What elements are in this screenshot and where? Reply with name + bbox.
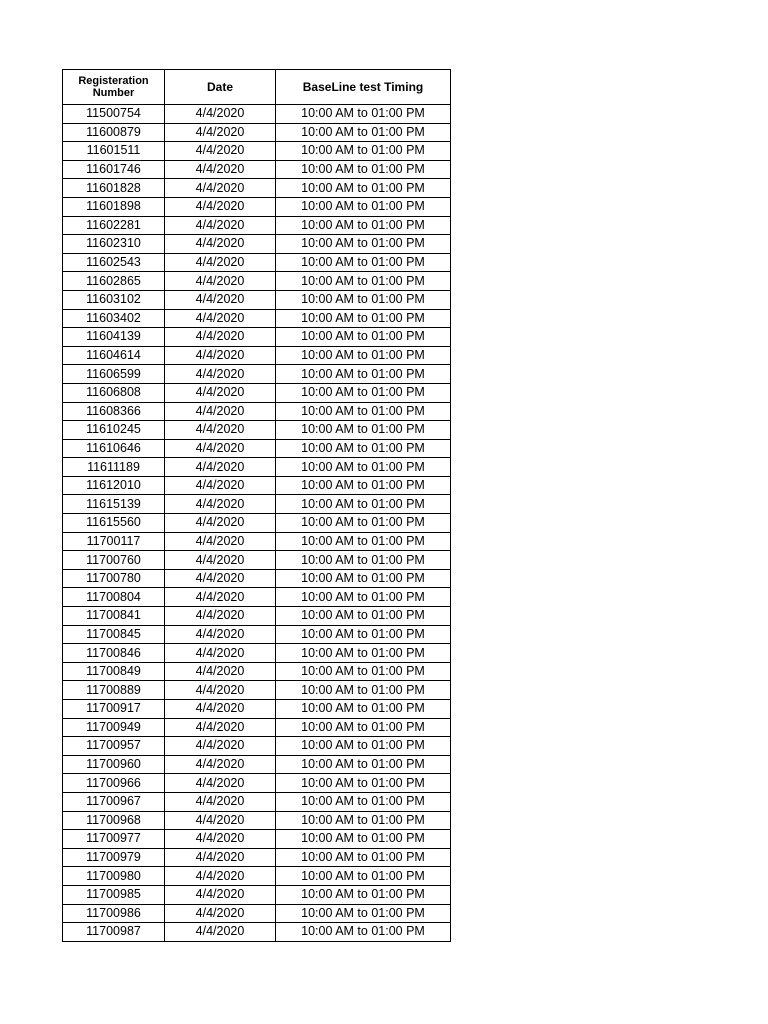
registration-number-cell: 11500754	[63, 105, 165, 124]
date-cell: 4/4/2020	[165, 551, 276, 570]
timing-cell: 10:00 AM to 01:00 PM	[276, 328, 451, 347]
timing-cell: 10:00 AM to 01:00 PM	[276, 123, 451, 142]
timing-cell: 10:00 AM to 01:00 PM	[276, 309, 451, 328]
table-row	[63, 216, 451, 235]
timing-cell: 10:00 AM to 01:00 PM	[276, 160, 451, 179]
registration-number-cell: 11602281	[63, 216, 165, 235]
date-cell: 4/4/2020	[165, 644, 276, 663]
timing-cell: 10:00 AM to 01:00 PM	[276, 625, 451, 644]
date-cell: 4/4/2020	[165, 867, 276, 886]
registration-number-cell: 11600879	[63, 123, 165, 142]
table-row	[63, 476, 451, 495]
date-cell: 4/4/2020	[165, 569, 276, 588]
timing-cell: 10:00 AM to 01:00 PM	[276, 365, 451, 384]
registration-number-cell: 11601511	[63, 142, 165, 161]
timing-cell: 10:00 AM to 01:00 PM	[276, 532, 451, 551]
date-cell: 4/4/2020	[165, 365, 276, 384]
table-row	[63, 867, 451, 886]
date-cell: 4/4/2020	[165, 476, 276, 495]
registration-number-cell: 11606599	[63, 365, 165, 384]
table-row	[63, 811, 451, 830]
table-row	[63, 123, 451, 142]
date-cell: 4/4/2020	[165, 402, 276, 421]
date-cell: 4/4/2020	[165, 383, 276, 402]
table-row	[63, 551, 451, 570]
timing-cell: 10:00 AM to 01:00 PM	[276, 402, 451, 421]
registration-number-cell: 11606808	[63, 383, 165, 402]
table-body	[63, 105, 451, 942]
registration-number-cell: 11700960	[63, 755, 165, 774]
date-cell: 4/4/2020	[165, 588, 276, 607]
registration-number-cell: 11700889	[63, 681, 165, 700]
timing-cell: 10:00 AM to 01:00 PM	[276, 439, 451, 458]
table-row	[63, 439, 451, 458]
timing-cell: 10:00 AM to 01:00 PM	[276, 216, 451, 235]
registration-number-cell: 11615139	[63, 495, 165, 514]
registration-number-cell: 11611189	[63, 458, 165, 477]
date-cell: 4/4/2020	[165, 309, 276, 328]
registration-number-cell: 11700117	[63, 532, 165, 551]
table-row	[63, 681, 451, 700]
table-row	[63, 383, 451, 402]
timing-cell: 10:00 AM to 01:00 PM	[276, 421, 451, 440]
timing-cell: 10:00 AM to 01:00 PM	[276, 272, 451, 291]
table-row	[63, 253, 451, 272]
date-cell: 4/4/2020	[165, 681, 276, 700]
registration-number-cell: 11601746	[63, 160, 165, 179]
date-cell: 4/4/2020	[165, 216, 276, 235]
table-row	[63, 607, 451, 626]
table-row	[63, 792, 451, 811]
header-registration-number: Registeration Number	[63, 70, 165, 105]
timing-cell: 10:00 AM to 01:00 PM	[276, 197, 451, 216]
timing-cell: 10:00 AM to 01:00 PM	[276, 923, 451, 942]
registration-number-cell: 11700845	[63, 625, 165, 644]
registration-number-cell: 11700949	[63, 718, 165, 737]
registration-number-cell: 11602310	[63, 235, 165, 254]
registration-number-cell: 11700760	[63, 551, 165, 570]
timing-cell: 10:00 AM to 01:00 PM	[276, 737, 451, 756]
table-row	[63, 848, 451, 867]
timing-cell: 10:00 AM to 01:00 PM	[276, 867, 451, 886]
schedule-table	[62, 69, 451, 942]
timing-cell: 10:00 AM to 01:00 PM	[276, 885, 451, 904]
date-cell: 4/4/2020	[165, 662, 276, 681]
table-row	[63, 421, 451, 440]
table-row	[63, 346, 451, 365]
date-cell: 4/4/2020	[165, 792, 276, 811]
timing-cell: 10:00 AM to 01:00 PM	[276, 830, 451, 849]
date-cell: 4/4/2020	[165, 105, 276, 124]
table-row	[63, 662, 451, 681]
table-row	[63, 569, 451, 588]
registration-number-cell: 11602865	[63, 272, 165, 291]
registration-number-cell: 11700979	[63, 848, 165, 867]
registration-number-cell: 11601898	[63, 197, 165, 216]
date-cell: 4/4/2020	[165, 253, 276, 272]
date-cell: 4/4/2020	[165, 142, 276, 161]
date-cell: 4/4/2020	[165, 625, 276, 644]
timing-cell: 10:00 AM to 01:00 PM	[276, 383, 451, 402]
date-cell: 4/4/2020	[165, 328, 276, 347]
date-cell: 4/4/2020	[165, 439, 276, 458]
table-row	[63, 402, 451, 421]
date-cell: 4/4/2020	[165, 421, 276, 440]
table-row	[63, 309, 451, 328]
registration-number-cell: 11700841	[63, 607, 165, 626]
date-cell: 4/4/2020	[165, 923, 276, 942]
timing-cell: 10:00 AM to 01:00 PM	[276, 848, 451, 867]
date-cell: 4/4/2020	[165, 514, 276, 533]
timing-cell: 10:00 AM to 01:00 PM	[276, 588, 451, 607]
table-row	[63, 495, 451, 514]
registration-number-cell: 11612010	[63, 476, 165, 495]
date-cell: 4/4/2020	[165, 904, 276, 923]
timing-cell: 10:00 AM to 01:00 PM	[276, 179, 451, 198]
table-row	[63, 718, 451, 737]
timing-cell: 10:00 AM to 01:00 PM	[276, 700, 451, 719]
table-row	[63, 737, 451, 756]
timing-cell: 10:00 AM to 01:00 PM	[276, 811, 451, 830]
header-row	[63, 70, 451, 105]
registration-number-cell: 11602543	[63, 253, 165, 272]
date-cell: 4/4/2020	[165, 458, 276, 477]
timing-cell: 10:00 AM to 01:00 PM	[276, 235, 451, 254]
date-cell: 4/4/2020	[165, 160, 276, 179]
timing-cell: 10:00 AM to 01:00 PM	[276, 718, 451, 737]
registration-number-cell: 11610245	[63, 421, 165, 440]
registration-number-cell: 11700957	[63, 737, 165, 756]
date-cell: 4/4/2020	[165, 774, 276, 793]
timing-cell: 10:00 AM to 01:00 PM	[276, 142, 451, 161]
table-row	[63, 105, 451, 124]
date-cell: 4/4/2020	[165, 848, 276, 867]
date-cell: 4/4/2020	[165, 235, 276, 254]
date-cell: 4/4/2020	[165, 755, 276, 774]
table-row	[63, 235, 451, 254]
timing-cell: 10:00 AM to 01:00 PM	[276, 458, 451, 477]
date-cell: 4/4/2020	[165, 885, 276, 904]
timing-cell: 10:00 AM to 01:00 PM	[276, 495, 451, 514]
table-row	[63, 290, 451, 309]
registration-number-cell: 11608366	[63, 402, 165, 421]
date-cell: 4/4/2020	[165, 197, 276, 216]
timing-cell: 10:00 AM to 01:00 PM	[276, 514, 451, 533]
timing-cell: 10:00 AM to 01:00 PM	[276, 253, 451, 272]
timing-cell: 10:00 AM to 01:00 PM	[276, 662, 451, 681]
date-cell: 4/4/2020	[165, 123, 276, 142]
registration-number-cell: 11700986	[63, 904, 165, 923]
table-row	[63, 142, 451, 161]
table-row	[63, 625, 451, 644]
registration-number-cell: 11603402	[63, 309, 165, 328]
date-cell: 4/4/2020	[165, 811, 276, 830]
registration-number-cell: 11601828	[63, 179, 165, 198]
registration-number-cell: 11700977	[63, 830, 165, 849]
date-cell: 4/4/2020	[165, 179, 276, 198]
timing-cell: 10:00 AM to 01:00 PM	[276, 346, 451, 365]
date-cell: 4/4/2020	[165, 718, 276, 737]
table-row	[63, 514, 451, 533]
date-cell: 4/4/2020	[165, 830, 276, 849]
header-baseline-test-timing: BaseLine test Timing	[276, 70, 451, 105]
table-row	[63, 755, 451, 774]
registration-number-cell: 11700804	[63, 588, 165, 607]
registration-number-cell: 11700849	[63, 662, 165, 681]
date-cell: 4/4/2020	[165, 700, 276, 719]
table-row	[63, 365, 451, 384]
registration-number-cell: 11700987	[63, 923, 165, 942]
timing-cell: 10:00 AM to 01:00 PM	[276, 105, 451, 124]
timing-cell: 10:00 AM to 01:00 PM	[276, 290, 451, 309]
table-row	[63, 644, 451, 663]
registration-number-cell: 11615560	[63, 514, 165, 533]
registration-number-cell: 11603102	[63, 290, 165, 309]
table-row	[63, 179, 451, 198]
timing-cell: 10:00 AM to 01:00 PM	[276, 607, 451, 626]
table-row	[63, 588, 451, 607]
table-row	[63, 160, 451, 179]
table-row	[63, 272, 451, 291]
table-row	[63, 328, 451, 347]
registration-number-cell: 11700980	[63, 867, 165, 886]
timing-cell: 10:00 AM to 01:00 PM	[276, 774, 451, 793]
table-row	[63, 700, 451, 719]
table-row	[63, 197, 451, 216]
date-cell: 4/4/2020	[165, 272, 276, 291]
registration-number-cell: 11700966	[63, 774, 165, 793]
registration-number-cell: 11700967	[63, 792, 165, 811]
registration-number-cell: 11610646	[63, 439, 165, 458]
timing-cell: 10:00 AM to 01:00 PM	[276, 551, 451, 570]
registration-number-cell: 11700968	[63, 811, 165, 830]
timing-cell: 10:00 AM to 01:00 PM	[276, 476, 451, 495]
timing-cell: 10:00 AM to 01:00 PM	[276, 644, 451, 663]
timing-cell: 10:00 AM to 01:00 PM	[276, 681, 451, 700]
registration-number-cell: 11604139	[63, 328, 165, 347]
timing-cell: 10:00 AM to 01:00 PM	[276, 792, 451, 811]
timing-cell: 10:00 AM to 01:00 PM	[276, 569, 451, 588]
registration-number-cell: 11700780	[63, 569, 165, 588]
registration-number-cell: 11700985	[63, 885, 165, 904]
registration-number-cell: 11700917	[63, 700, 165, 719]
date-cell: 4/4/2020	[165, 495, 276, 514]
table-row	[63, 904, 451, 923]
table-row	[63, 923, 451, 942]
date-cell: 4/4/2020	[165, 346, 276, 365]
date-cell: 4/4/2020	[165, 737, 276, 756]
date-cell: 4/4/2020	[165, 290, 276, 309]
table-row	[63, 830, 451, 849]
date-cell: 4/4/2020	[165, 532, 276, 551]
table-row	[63, 532, 451, 551]
registration-number-cell: 11604614	[63, 346, 165, 365]
timing-cell: 10:00 AM to 01:00 PM	[276, 904, 451, 923]
registration-number-cell: 11700846	[63, 644, 165, 663]
table-row	[63, 774, 451, 793]
timing-cell: 10:00 AM to 01:00 PM	[276, 755, 451, 774]
header-date: Date	[165, 70, 276, 105]
table-row	[63, 458, 451, 477]
date-cell: 4/4/2020	[165, 607, 276, 626]
table-row	[63, 885, 451, 904]
